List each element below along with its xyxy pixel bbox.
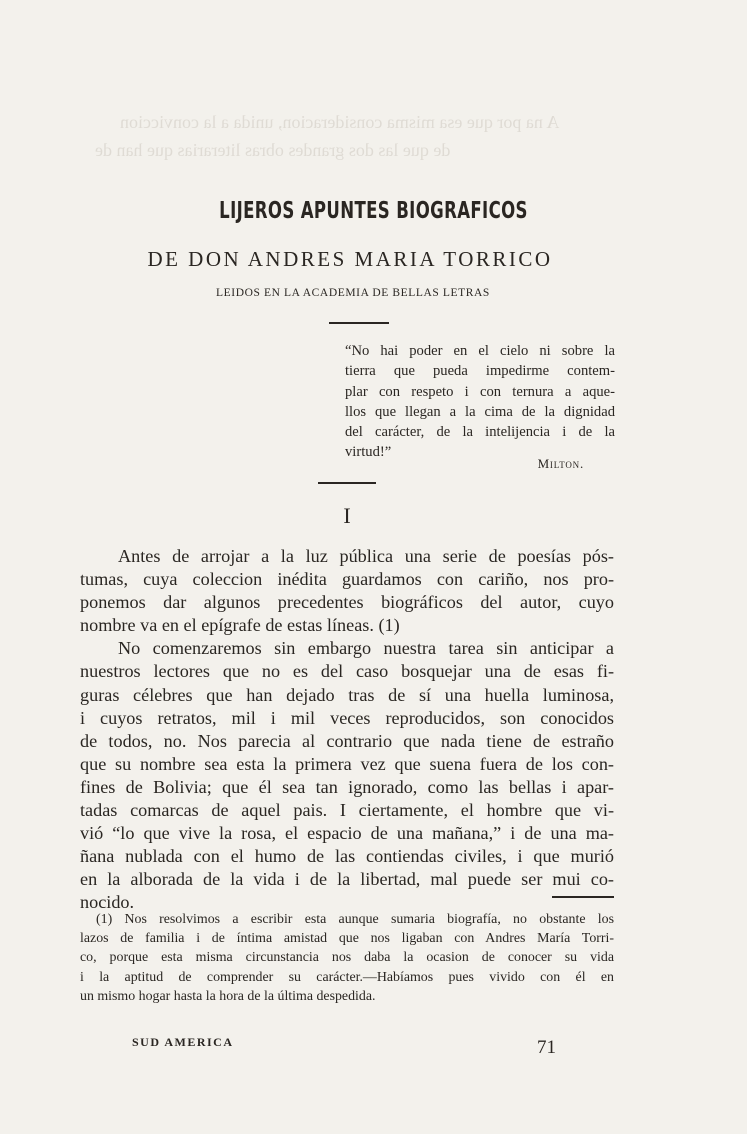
body-line: nuestros lectores que no es del caso bosquejar una de esas fi- bbox=[80, 661, 614, 682]
body-line: en la alborada de la vida i de la libertad, mal puede ser mui co- bbox=[80, 869, 614, 890]
footnote-line: lazos de familia i de íntima amistad que nos ligaban con Andres María Torri- bbox=[80, 931, 614, 947]
bleed-through-text: A na por que esa misma consideracion, unida a la conviccion bbox=[120, 112, 560, 132]
footnote-line: co, porque esta misma circunstancia nos daba la ocasion de conocer su vida bbox=[80, 950, 614, 966]
body-line: que su nombre sea esta la primera vez que suena fuera de los con- bbox=[80, 753, 614, 774]
divider-rule bbox=[329, 322, 389, 324]
epigraph-line: “No hai poder en el cielo ni sobre la bbox=[345, 343, 615, 359]
section-number: I bbox=[343, 503, 351, 528]
footnote-line: (1) Nos resolvimos a escribir esta aunque sumaria biografía, no obstante los bbox=[96, 912, 614, 927]
body-text bbox=[80, 545, 614, 915]
bleed-through-text: de que las dos grandes obras literarias que han de bbox=[95, 140, 451, 160]
body-line: fines de Bolivia; que él sea tan ignorado, como las bellas i apar- bbox=[80, 776, 614, 797]
reading-note: LEIDOS EN LA ACADEMIA DE BELLAS LETRAS bbox=[216, 287, 490, 299]
footnote-line: un mismo hogar hasta la hora de la última despedida. bbox=[80, 988, 376, 1004]
body-line: ñana nublada con el humo de las contiendas civiles, i que murió bbox=[80, 846, 614, 867]
body-line: vió “lo que vive la rosa, el espacio de una mañana,” i de una ma- bbox=[80, 823, 614, 844]
body-line: nocido. bbox=[80, 892, 135, 913]
article-subtitle: DE DON ANDRES MARIA TORRICO bbox=[147, 247, 553, 271]
body-line: tumas, cuya coleccion inédita guardamos con cariño, nos pro- bbox=[80, 569, 614, 590]
running-head: SUD AMERICA bbox=[132, 1035, 234, 1049]
body-line: tadas comarcas de aquel pais. I ciertamente, el hombre que vi- bbox=[80, 800, 614, 821]
body-line: i cuyos retratos, mil i mil veces reproducidos, son conocidos bbox=[80, 707, 614, 728]
body-line: Antes de arrojar a la luz pública una serie de poesías pós- bbox=[118, 546, 614, 566]
epigraph-quote bbox=[345, 341, 615, 463]
epigraph-line: llos que llegan a la cima de la dignidad bbox=[345, 403, 615, 420]
epigraph-line: del carácter, de la intelijencia i de la bbox=[345, 424, 615, 441]
epigraph-line: virtud!” bbox=[345, 444, 392, 461]
epigraph-attribution: Milton. bbox=[537, 456, 584, 471]
divider-rule bbox=[318, 482, 376, 484]
footnote-line: i la aptitud de comprender su carácter.—Habíamos pues vivido con él en bbox=[80, 969, 614, 985]
body-line: guras célebres que han dejado tras de sí una huella luminosa, bbox=[80, 684, 614, 705]
body-line: ponemos dar algunos precedentes biográficos del autor, cuyo bbox=[80, 592, 614, 613]
body-line: de todos, no. Nos parecia al contrario que nada tiene de estraño bbox=[80, 730, 614, 751]
page-number: 71 bbox=[537, 1037, 556, 1058]
article-title: LIJEROS APUNTES BIOGRAFICOS bbox=[219, 198, 528, 224]
epigraph-line: tierra que pueda impedirme contem- bbox=[345, 363, 615, 380]
body-line: nombre va en el epígrafe de estas líneas. (1) bbox=[80, 615, 400, 636]
epigraph-line: plar con respeto i con ternura a aque- bbox=[345, 383, 615, 400]
footnote bbox=[80, 910, 614, 1006]
body-line: No comenzaremos sin embargo nuestra tarea sin anticipar a bbox=[118, 638, 614, 659]
footnote-rule bbox=[552, 896, 614, 898]
